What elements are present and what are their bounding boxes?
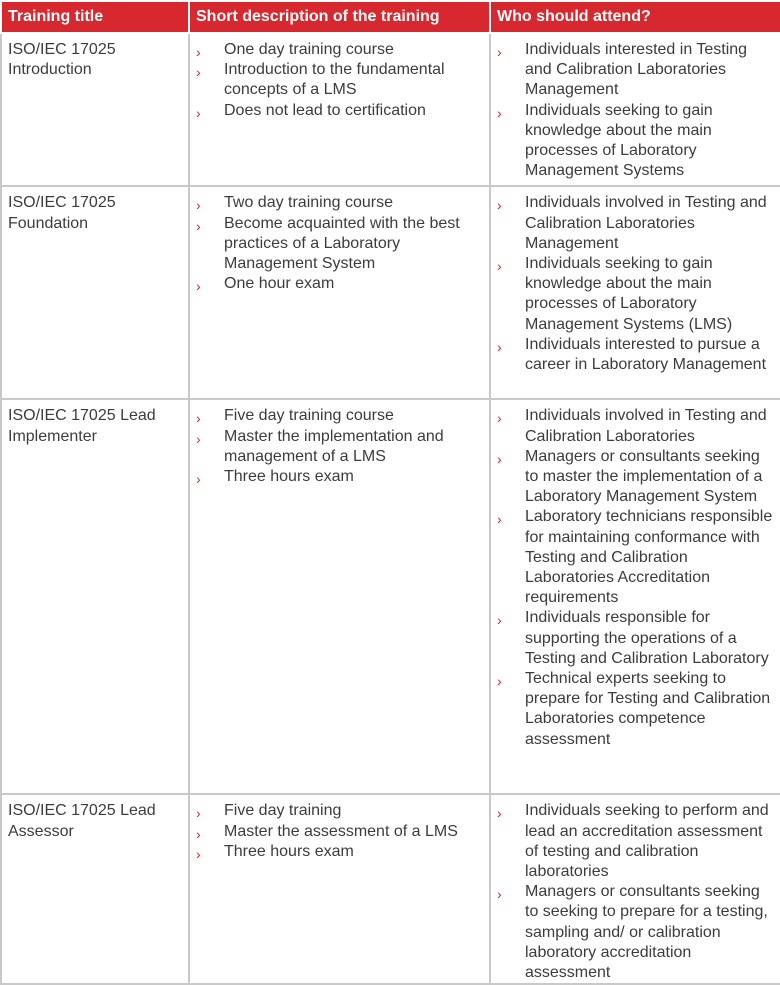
chevron-right-icon: › [497, 197, 502, 214]
attendees-cell [490, 186, 780, 399]
header-who-should-attend: Who should attend? [490, 1, 780, 33]
list-item: › Master the implementation and management of a LMS [196, 427, 444, 465]
list-item: › Become acquainted with the best practices of a Laboratory Management System [196, 214, 460, 273]
chevron-right-icon: › [497, 511, 502, 528]
list-item: › Five day training [196, 802, 342, 822]
chevron-right-icon: › [196, 217, 201, 234]
chevron-right-icon: › [497, 886, 502, 903]
description-cell [189, 33, 490, 186]
chevron-right-icon: › [196, 44, 201, 60]
description-cell [189, 186, 490, 399]
training-title-cell: ISO/IEC 17025 Introduction [1, 33, 189, 186]
list-item: › Laboratory technicians responsible for maintaining conformance with Testing and Calibration Laboratories Accreditation requirements [497, 508, 773, 607]
chevron-right-icon: › [497, 44, 502, 60]
list-item: › Does not lead to certification [196, 101, 426, 121]
list-item: › Managers or consultants seeking to seeking to prepare for a testing, sampling and/ or calibration laboratory accreditation assessment [497, 883, 768, 982]
chevron-right-icon: › [196, 430, 201, 447]
attendees-list [497, 801, 776, 983]
attendees-cell [490, 399, 780, 794]
training-title-cell: ISO/IEC 17025 Lead Implementer [1, 399, 189, 794]
list-item: › Two day training course [196, 194, 393, 214]
table-row [1, 186, 780, 399]
description-cell [189, 399, 490, 794]
chevron-right-icon: › [497, 673, 502, 690]
table-row [1, 33, 780, 186]
training-title-cell: ISO/IEC 17025 Foundation [1, 186, 189, 399]
list-item: › Individuals seeking to perform and lead an accreditation assessment of testing and calibration laboratories [497, 802, 769, 881]
chevron-right-icon: › [196, 471, 201, 488]
list-item: › One hour exam [196, 275, 335, 295]
list-item: › Individuals seeking to gain knowledge about the main processes of Laboratory Management Systems [497, 101, 713, 180]
chevron-right-icon: › [196, 825, 201, 842]
list-item: › One day training course [196, 41, 394, 60]
description-list [196, 193, 485, 294]
list-item: › Three hours exam [196, 468, 354, 488]
attendees-list [497, 406, 776, 749]
list-item: › Technical experts seeking to prepare for Testing and Calibration Laboratories competence assessment [497, 670, 771, 748]
list-item: › Individuals involved in Testing and Calibration Laboratories [497, 407, 767, 445]
list-item: › Introduction to the fundamental concepts of a LMS [196, 61, 445, 99]
chevron-right-icon: › [497, 258, 502, 275]
list-item: › Individuals interested in Testing and Calibration Laboratories Management [497, 41, 748, 99]
chevron-right-icon: › [497, 104, 502, 121]
chevron-right-icon: › [196, 278, 201, 295]
chevron-right-icon: › [497, 805, 502, 822]
attendees-cell [490, 794, 780, 984]
table-header-row [1, 1, 780, 33]
chevron-right-icon: › [497, 410, 502, 427]
description-cell [189, 794, 490, 984]
chevron-right-icon: › [196, 410, 201, 427]
description-list [196, 40, 485, 121]
description-list [196, 406, 485, 487]
list-item: › Individuals interested to pursue a career in Laboratory Management [497, 335, 767, 374]
list-item: › Individuals seeking to gain knowledge about the main processes of Laboratory Management Systems (LMS) [497, 255, 733, 333]
attendees-list [497, 193, 776, 375]
chevron-right-icon: › [497, 338, 502, 355]
list-item: › Individuals responsible for supporting the operations of a Testing and Calibration Laboratory [497, 609, 769, 667]
chevron-right-icon: › [196, 64, 201, 81]
list-item: › Three hours exam [196, 842, 354, 862]
attendees-list [497, 40, 776, 181]
list-item: › Managers or consultants seeking to master the implementation of a Laboratory Management System [497, 447, 763, 506]
chevron-right-icon: › [497, 450, 502, 467]
list-item: › Individuals involved in Testing and Calibration Laboratories Management [497, 194, 767, 252]
table-row [1, 794, 780, 984]
header-training-title: Training title [1, 1, 189, 33]
chevron-right-icon: › [196, 845, 201, 862]
list-item: › Five day training course [196, 407, 394, 427]
chevron-right-icon: › [196, 104, 201, 121]
description-list [196, 801, 485, 862]
table-row [1, 399, 780, 794]
header-short-description: Short description of the training [189, 1, 490, 33]
list-item: › Master the assessment of a LMS [196, 822, 458, 842]
chevron-right-icon: › [497, 612, 502, 629]
chevron-right-icon: › [196, 197, 201, 214]
training-title-cell: ISO/IEC 17025 Lead Assessor [1, 794, 189, 984]
chevron-right-icon: › [196, 805, 201, 822]
attendees-cell [490, 33, 780, 186]
